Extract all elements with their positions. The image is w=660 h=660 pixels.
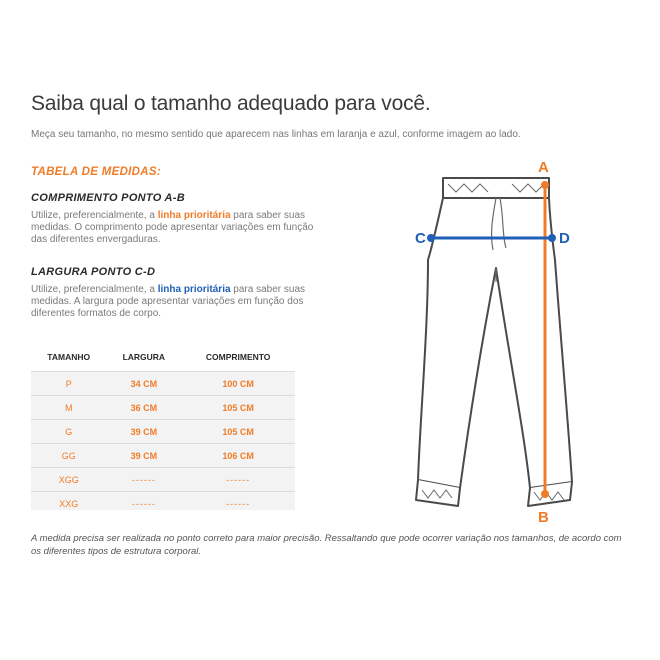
page-title: Saiba qual o tamanho adequado para você. xyxy=(31,92,431,115)
length-cell: 100 CM xyxy=(181,372,295,396)
width-desc-after: para saber suas medidas. A largura pode apresentar variações em função dos diferentes formatos de corpo. xyxy=(31,284,306,319)
length-desc-before: Utilize, preferencialmente, a xyxy=(31,210,158,221)
table-row xyxy=(31,444,295,468)
footnote: A medida precisa ser realizada no ponto correto para maior precisão. Ressaltando que pode ocorrer variação nos tamanhos, de acordo com os diferentes tipos de estrutura corporal. xyxy=(31,533,622,557)
point-a-marker xyxy=(541,181,549,189)
length-cell: 105 CM xyxy=(181,420,295,444)
drawstring xyxy=(492,198,506,282)
width-priority-highlight: linha prioritária xyxy=(157,284,231,295)
length-cell: ------ xyxy=(181,492,295,516)
column-header-size: TAMANHO xyxy=(31,343,106,372)
table-row xyxy=(31,492,295,516)
length-description xyxy=(31,210,316,246)
size-cell: G xyxy=(31,420,106,444)
pants-diagram xyxy=(400,150,600,530)
point-c-label: C xyxy=(415,230,426,247)
point-a-label: A xyxy=(538,159,549,176)
size-cell: XGG xyxy=(31,468,106,492)
size-cell: GG xyxy=(31,444,106,468)
column-header-width: LARGURA xyxy=(106,343,181,372)
width-cell: 39 CM xyxy=(106,444,181,468)
length-priority-highlight: linha prioritária xyxy=(157,210,231,221)
width-cell: ------ xyxy=(106,468,181,492)
column-header-length: COMPRIMENTO xyxy=(181,343,295,372)
length-desc-after: para saber suas medidas. O comprimento pode apresentar variações em função das diferentes envergaduras. xyxy=(31,210,314,245)
page-subtitle: Meça seu tamanho, no mesmo sentido que aparecem nas linhas em laranja e azul, conforme imagem ao lado. xyxy=(31,129,521,140)
width-heading: LARGURA PONTO C-D xyxy=(31,266,156,278)
width-cell: 34 CM xyxy=(106,372,181,396)
point-d-marker xyxy=(548,234,556,242)
size-cell: P xyxy=(31,372,106,396)
pants-outline xyxy=(416,178,572,506)
length-cell: ------ xyxy=(181,468,295,492)
size-cell: XXG xyxy=(31,492,106,516)
size-table xyxy=(31,343,295,510)
point-d-label: D xyxy=(559,230,570,247)
point-b-label: B xyxy=(538,509,549,526)
point-c-marker xyxy=(427,234,435,242)
table-row xyxy=(31,372,295,396)
table-row xyxy=(31,396,295,420)
length-cell: 105 CM xyxy=(181,396,295,420)
point-b-marker xyxy=(541,490,549,498)
table-row xyxy=(31,468,295,492)
width-description xyxy=(31,284,316,320)
width-cell: 36 CM xyxy=(106,396,181,420)
length-heading: COMPRIMENTO PONTO A-B xyxy=(31,192,185,204)
width-cell: ------ xyxy=(106,492,181,516)
size-cell: M xyxy=(31,396,106,420)
width-cell: 39 CM xyxy=(106,420,181,444)
table-header-row xyxy=(31,343,295,372)
length-cell: 106 CM xyxy=(181,444,295,468)
table-row xyxy=(31,420,295,444)
section-title: TABELA DE MEDIDAS: xyxy=(31,166,161,178)
width-desc-before: Utilize, preferencialmente, a xyxy=(31,284,158,295)
